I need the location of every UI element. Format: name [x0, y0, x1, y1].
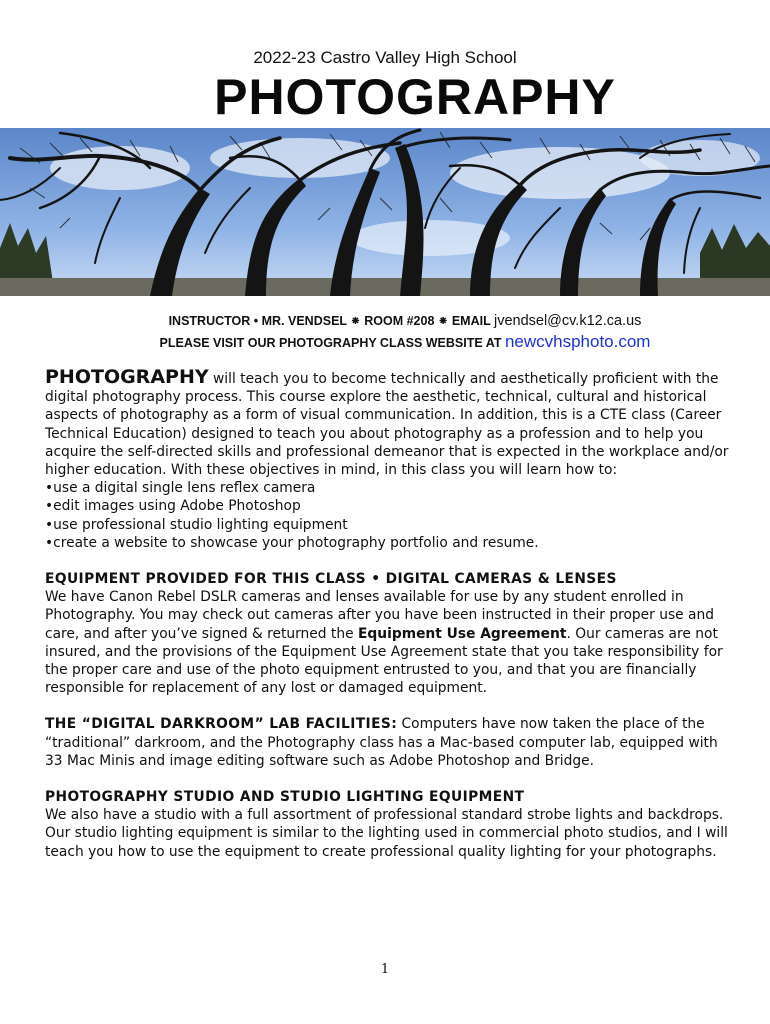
- instructor-line: [0, 313, 770, 329]
- equipment-text-after: . Our cameras are not insured, and the provisions of the Equipment Use Agreement state that you take responsibility for the proper care and use of the photo equipment entrusted to you, and that you are financially responsible for replacement of any lost or damaged equipment.: [45, 625, 723, 697]
- list-item: •edit images using Adobe Photoshop: [45, 498, 301, 515]
- school-subtitle: 2022-23 Castro Valley High School: [253, 48, 517, 67]
- equipment-heading: EQUIPMENT PROVIDED FOR THIS CLASS • DIGITAL CAMERAS & LENSES: [45, 571, 617, 588]
- objectives-list: [45, 479, 735, 552]
- studio-paragraph: We also have a studio with a full assortment of professional standard strobe lights and backdrops. Our studio lighting equipment is similar to the lighting used in commercial photo studios, and I will teach you how to use the equipment to create professional quality lighting for your photographs.: [45, 807, 728, 860]
- list-item: •use professional studio lighting equipment: [45, 516, 348, 533]
- darkroom-heading: THE “DIGITAL DARKROOM” LAB FACILITIES:: [45, 716, 398, 733]
- intro-lead-word: PHOTOGRAPHY: [45, 366, 209, 388]
- website-link[interactable]: newcvhsphoto.com: [504, 332, 651, 351]
- tree-silhouette-banner-icon: [0, 128, 770, 296]
- equipment-paragraph: [45, 588, 735, 697]
- page-number: 1: [380, 962, 390, 977]
- equipment-text-before: We have Canon Rebel DSLR cameras and lenses available for use by any student enrolled in Photography. You may check out cameras after you have been instructed in their proper use and care, and after you’ve signed & returned the: [45, 589, 714, 642]
- list-item: •create a website to showcase your photography portfolio and resume.: [45, 534, 539, 551]
- document-body: [45, 368, 735, 861]
- darkroom-paragraph: [45, 715, 735, 770]
- intro-text: will teach you to become technically and aesthetically proficient with the digital photography process. This course explore the aesthetic, technical, cultural and historical aspects of photography as a form of visual communication. In addition, this is a CTE class (Career Technical Education) designed to teach you about photography as a profession and to help you acquire the self-directed skills and professional demeanor that is expected in the workplace and/or higher education. With these objectives in mind, in this class you will learn how to:: [45, 371, 729, 479]
- studio-heading: PHOTOGRAPHY STUDIO AND STUDIO LIGHTING EQUIPMENT: [45, 789, 525, 806]
- darkroom-text: Computers have now taken the place of the “traditional” darkroom, and the Photography class has a Mac-based computer lab, equipped with 33 Mac Minis and image editing software such as Adobe Photoshop and Bridge.: [45, 716, 718, 769]
- list-item: •use a digital single lens reflex camera: [45, 480, 316, 497]
- instructor-email[interactable]: jvendsel@cv.k12.ca.us: [493, 313, 642, 329]
- page-title: PHOTOGRAPHY: [214, 69, 616, 125]
- intro-paragraph: [45, 368, 735, 479]
- equipment-agreement-bold: Equipment Use Agreement: [357, 625, 567, 642]
- instructor-label: INSTRUCTOR • MR. VENDSEL ⁕ ROOM #208 ⁕ EMAIL: [168, 314, 491, 328]
- website-label: PLEASE VISIT OUR PHOTOGRAPHY CLASS WEBSITE AT: [159, 336, 502, 350]
- website-line: [0, 332, 770, 352]
